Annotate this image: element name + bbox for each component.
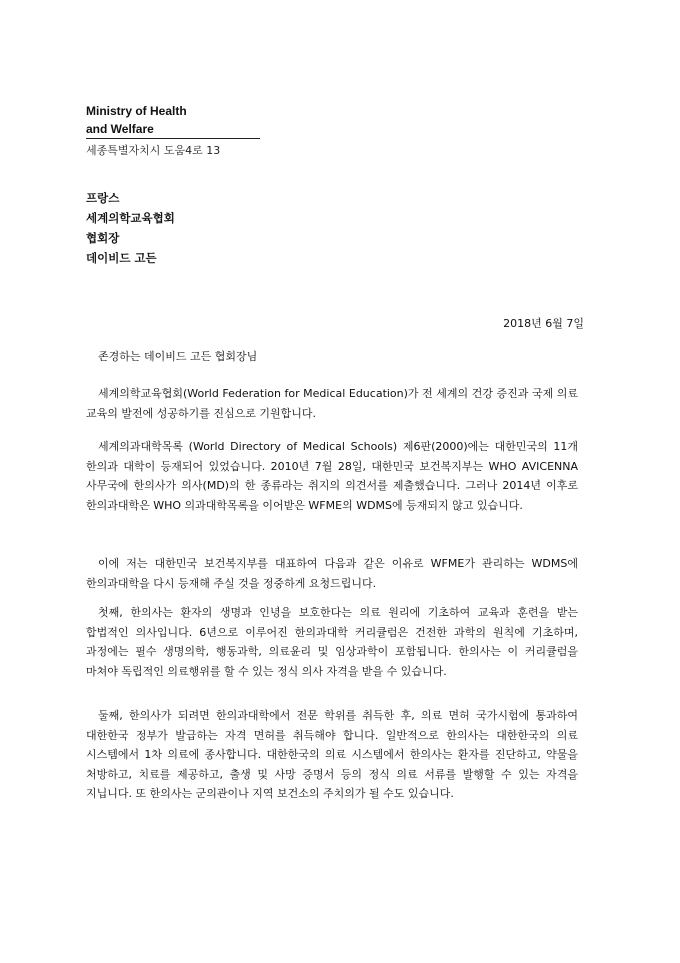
letter-date: 2018년 6월 7일 (503, 317, 584, 330)
recipient-block (86, 188, 175, 268)
body-paragraph: 둘째, 한의사가 되려면 한의과대학에서 전문 학위를 취득한 후, 의료 면허 국가시험에 통과하여 대한한국 정부가 발급하는 자격 면허를 취득해야 합니다. 일반적으로 한의사는 대한한국의 의료 시스템에서 1차 의료에 종사합니다. 대한한국의 의료 시스템에서 한의사는 환자를 진단하고, 약물을 처방하고, 치료를 제공하고, 출생 및 사망 증명서 등의 정식 의료 서류를 발행할 수 있는 자격을 지닙니다. 또 한의사는 군의관이나 지역 보건소의 주치의가 될 수도 있습니다. (86, 709, 578, 800)
body-paragraph: 세계의학교육협회(World Federation for Medical Education)가 전 세계의 건강 증진과 국제 의료 교육의 발전에 성공하기를 진심으로 기원합니다. (86, 387, 578, 420)
recipient-name: 데이비드 고든 (86, 251, 157, 265)
body-paragraph: 세계의과대학목록 (World Directory of Medical Schools) 제6판(2000)에는 대한민국의 11개 한의과 대학이 등재되어 있었습니다. 2010년 7월 28일, 대한민국 보건복지부는 WHO AVICENNA 사무국에 한의사가 의사(MD)의 한 종류라는 취지의 의견서를 제출했습니다. 그러나 2014년 이후로 한의과대학은 WHO 의과대학목록을 이어받은 WFME의 WDMS에 등재되지 않고 있습니다. (86, 440, 578, 512)
salutation: 존경하는 데이비드 고든 협회장님 (98, 350, 258, 363)
sender-org-line2: and Welfare (86, 120, 260, 139)
sender-block (86, 102, 260, 160)
recipient-organization: 세계의학교육협회 (86, 211, 175, 225)
body-paragraph: 첫째, 한의사는 환자의 생명과 인녕을 보호한다는 의료 원리에 기초하여 교육과 훈련을 받는 합법적인 의사입니다. 6년으로 이루어진 한의과대학 커리큘럼은 건전한 과학의 원칙에 기초하며, 과정에는 필수 생명의학, 행동과학, 의료윤리 및 임상과학이 포함됩니다. 한의사는 이 커리큘럼을 마쳐야 독립적인 의료행위를 할 수 있는 정식 의사 자격을 받을 수 있습니다. (86, 606, 578, 678)
sender-org-line1: Ministry of Health (86, 104, 187, 118)
recipient-country: 프랑스 (86, 191, 120, 205)
body-paragraph: 이에 저는 대한민국 보건복지부를 대표하여 다음과 같은 이유로 WFME가 관리하는 WDMS에 한의과대학을 다시 등재해 주실 것을 정중하게 요청드립니다. (86, 557, 578, 590)
recipient-title: 협회장 (86, 231, 120, 245)
sender-address: 세종특별자치시 도움4로 13 (86, 144, 221, 157)
